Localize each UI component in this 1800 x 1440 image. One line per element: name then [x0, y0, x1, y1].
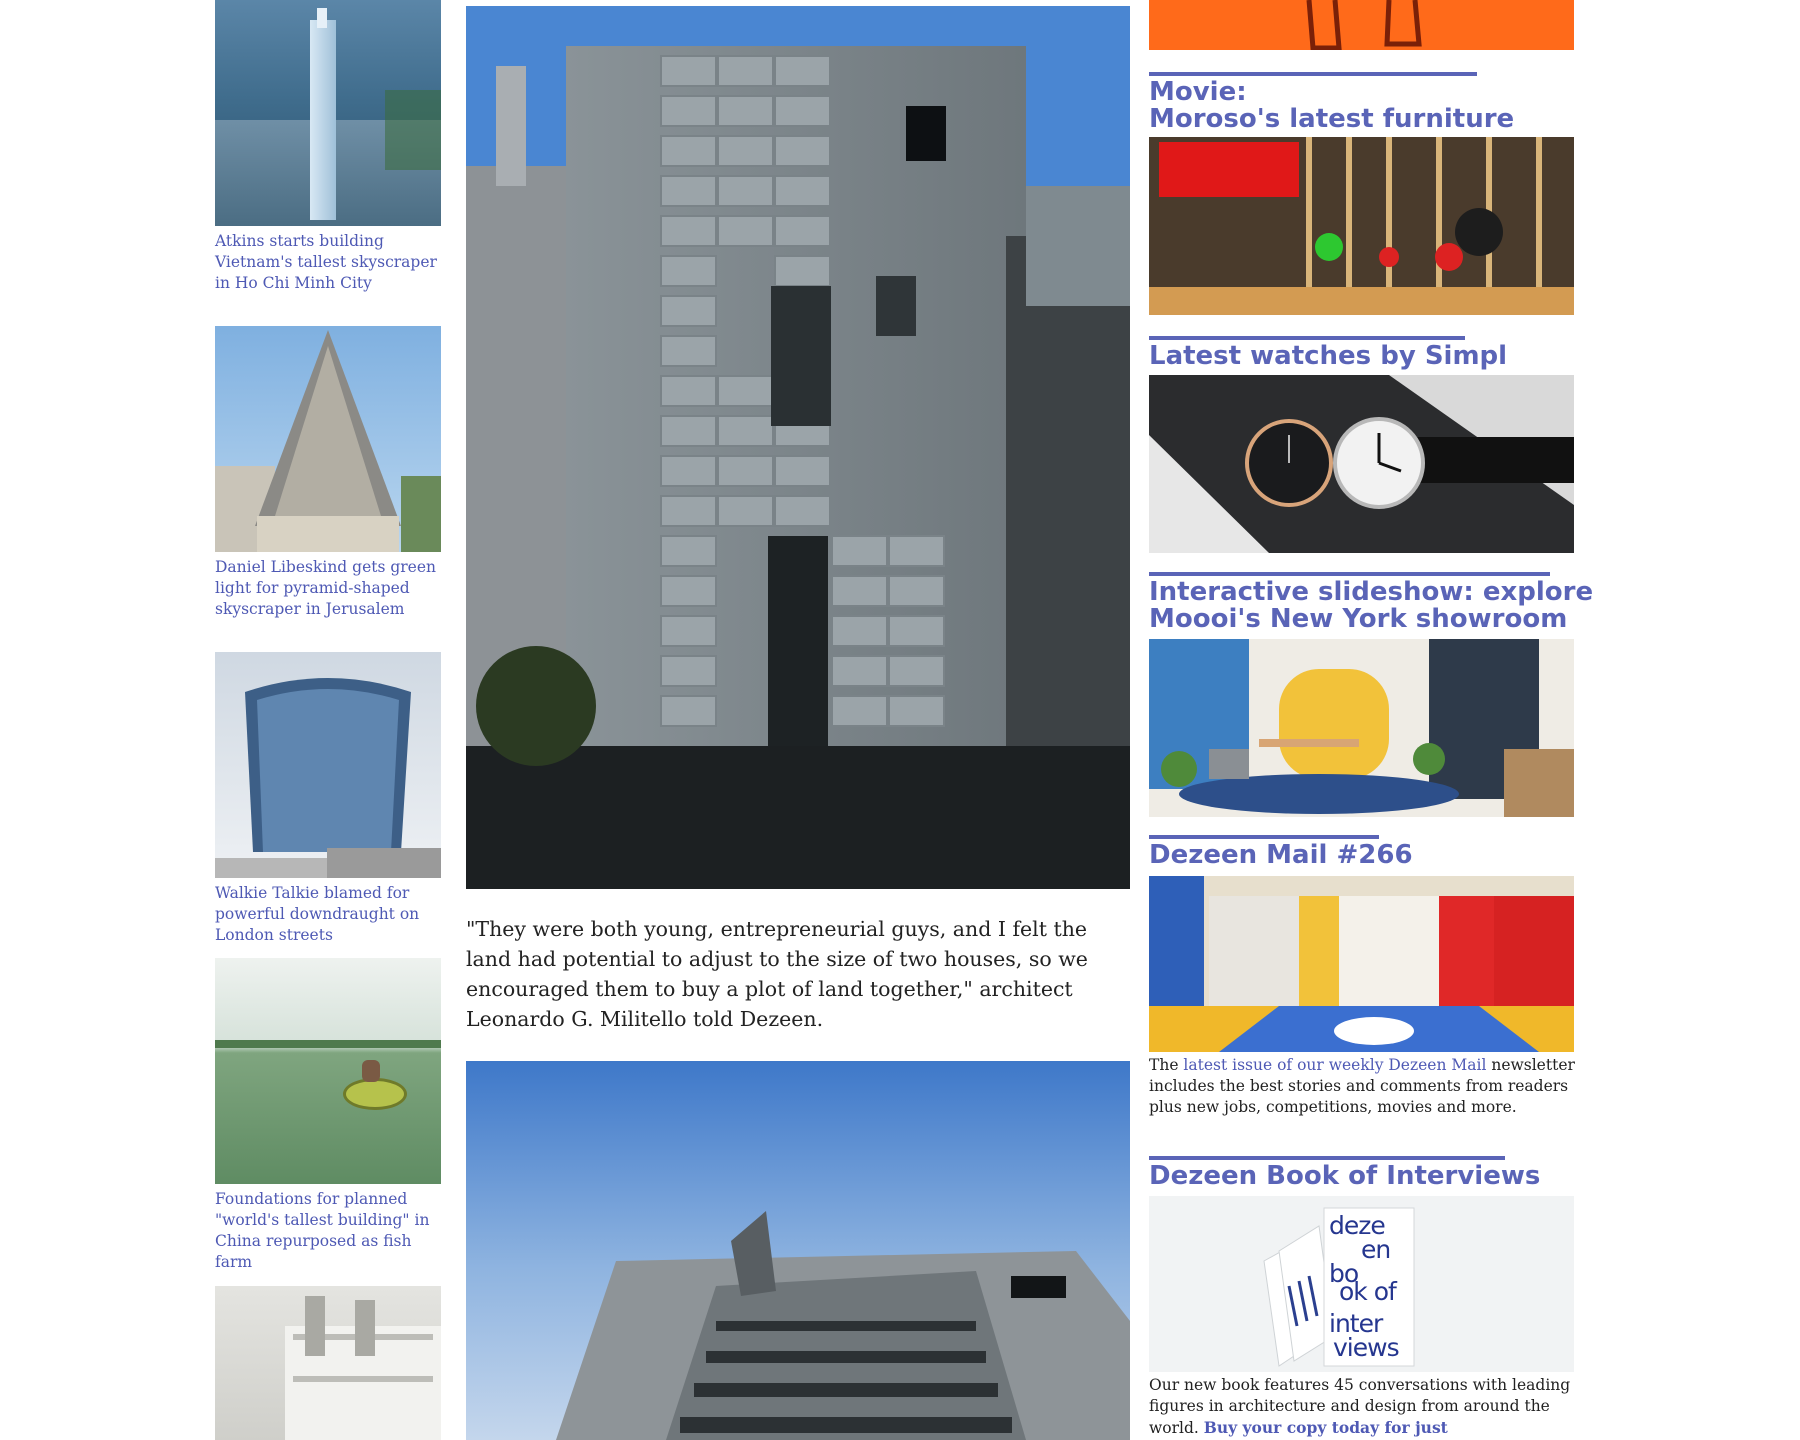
book-cover-line: en	[1361, 1235, 1391, 1264]
promo-banner-orange[interactable]	[1149, 0, 1574, 50]
book-cover-line: views	[1333, 1333, 1399, 1362]
slideshow-heading-line1[interactable]: Interactive slideshow: explore	[1149, 577, 1594, 607]
story-caption[interactable]: Daniel Libeskind gets green light for pyramid-shaped skyscraper in Jerusalem	[215, 558, 437, 618]
book-of-interviews-thumbnail[interactable]	[1149, 1196, 1574, 1372]
section-rule	[1149, 572, 1550, 576]
book-heading[interactable]: Dezeen Book of Interviews	[1149, 1161, 1541, 1191]
article-image-facade	[466, 6, 1130, 889]
story-caption[interactable]: Atkins starts building Vietnam's tallest skyscraper in Ho Chi Minh City	[215, 232, 437, 292]
moroso-movie-thumbnail[interactable]	[1149, 137, 1574, 315]
watches-heading[interactable]: Latest watches by Simpl	[1149, 341, 1508, 371]
mail-text-rest: newsletter includes the best stories and comments from readers plus new jobs, competitions, movies and more.	[1149, 1056, 1575, 1116]
section-rule	[1149, 336, 1465, 340]
story-thumbnail-pyramid-skyscraper[interactable]	[215, 326, 441, 552]
story-thumbnail-walkie-talkie[interactable]	[215, 652, 441, 878]
story-thumbnail-fish-farm[interactable]	[215, 958, 441, 1184]
moooi-showroom-graphic	[1149, 639, 1574, 817]
dezeen-mail-thumbnail[interactable]	[1149, 876, 1574, 1052]
walkie-talkie-tower-graphic	[215, 652, 441, 878]
movie-heading-line2[interactable]: Moroso's latest furniture	[1149, 104, 1515, 134]
facade-upward-graphic	[466, 1061, 1130, 1440]
story-thumbnail-vietnam-skyscraper[interactable]	[215, 0, 441, 226]
mail-text-prefix: The	[1149, 1056, 1184, 1074]
book-cover-line: bo	[1329, 1259, 1359, 1288]
house-facade-graphic	[466, 6, 1130, 889]
dezeen-mail-graphic	[1149, 876, 1574, 1052]
book-cover-line: inter	[1329, 1309, 1383, 1338]
dezeen-mail-link[interactable]: latest issue of our weekly Dezeen Mail	[1183, 1056, 1487, 1074]
story-caption[interactable]: Walkie Talkie blamed for powerful downdraught on London streets	[215, 884, 420, 944]
dezeen-mail-heading[interactable]: Dezeen Mail #266	[1149, 840, 1413, 870]
article-image-facade-upward	[466, 1061, 1130, 1440]
simpl-watches-thumbnail[interactable]	[1149, 375, 1574, 553]
book-cover-text	[1329, 1211, 1413, 1362]
article-quote-paragraph: "They were both young, entrepreneurial guys, and I felt the land had potential to adjust to the size of two houses, so we encouraged them to buy a plot of land together," architect Leonardo G. Militello told Dezeen.	[466, 917, 1088, 1031]
dezeen-mail-description	[1149, 1055, 1579, 1118]
buy-book-link[interactable]: Buy your copy today for just	[1203, 1418, 1448, 1437]
watches-graphic	[1149, 375, 1574, 553]
section-rule	[1149, 72, 1477, 76]
book-description	[1149, 1375, 1579, 1439]
movie-heading[interactable]	[1149, 79, 1514, 133]
slideshow-heading[interactable]	[1149, 579, 1593, 633]
story-thumbnail-sculpture-building[interactable]	[215, 1286, 441, 1440]
story-caption[interactable]: Foundations for planned "world's tallest building" in China repurposed as fish farm	[215, 1190, 430, 1271]
pyramid-tower-graphic	[215, 326, 441, 552]
moroso-showroom-graphic	[1149, 137, 1574, 315]
moooi-showroom-thumbnail[interactable]	[1149, 639, 1574, 817]
section-rule	[1149, 835, 1379, 839]
slideshow-heading-line2[interactable]: Moooi's New York showroom	[1149, 604, 1568, 634]
section-rule	[1149, 1156, 1505, 1160]
book-text: Our new book features 45 conversations with leading figures in architecture and design from around the world.	[1149, 1376, 1571, 1437]
book-cover-line: deze	[1329, 1211, 1385, 1240]
movie-heading-line1[interactable]: Movie:	[1149, 77, 1247, 107]
promo-banner-graphic	[1149, 0, 1574, 50]
book-cover-line: ok of	[1339, 1277, 1396, 1306]
